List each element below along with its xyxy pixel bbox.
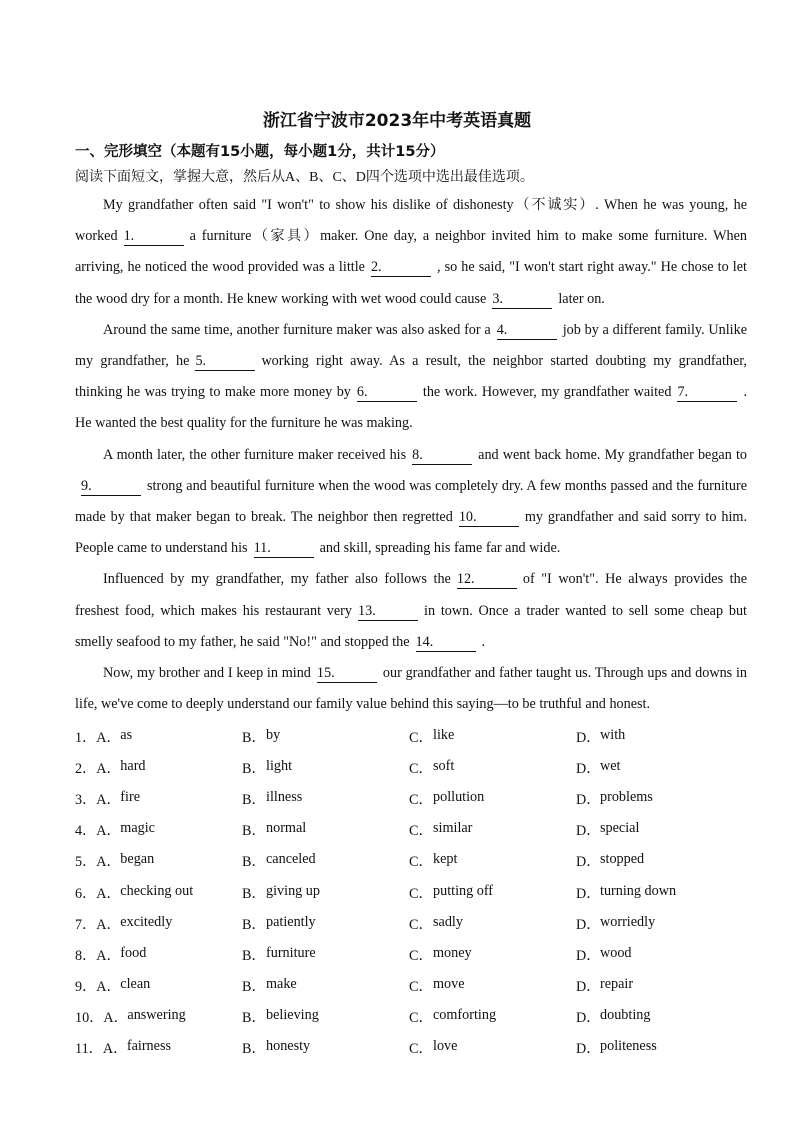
option-b (242, 727, 409, 747)
option-text: magic (120, 820, 155, 837)
option-a (75, 851, 242, 871)
option-letter: D． (576, 979, 601, 996)
option-text: normal (266, 820, 307, 837)
option-b (242, 1007, 409, 1027)
option-letter: A． (96, 947, 121, 964)
option-a (75, 727, 242, 747)
question-row (75, 877, 775, 908)
option-letter: D． (576, 947, 601, 964)
passage-text: job by a different family. Unlike my grandfather, he (75, 321, 747, 370)
option-letter: A． (96, 885, 121, 902)
question-row (75, 846, 775, 877)
option-text: furniture (266, 944, 316, 961)
option-text: fire (120, 788, 140, 805)
passage-text: Now, my brother and I keep in mind (103, 665, 311, 682)
option-letter: A． (96, 916, 121, 933)
option-letter: B． (242, 791, 266, 808)
blank-15: 15. (317, 665, 377, 683)
option-text: as (120, 726, 133, 743)
option-text: love (433, 1038, 458, 1055)
passage-text: My grandfather often said "I won't" to show his dislike of dishonesty（不诚实）. When he was young, he worked (75, 197, 747, 245)
option-text: pollution (433, 788, 485, 805)
question-number: 7． (75, 916, 97, 933)
option-b (242, 820, 409, 840)
option-d (576, 1007, 756, 1027)
question-number: 11． (75, 1041, 103, 1058)
option-text: sadly (433, 913, 463, 930)
option-letter: C． (409, 760, 433, 777)
option-text: illness (266, 788, 303, 805)
question-number: 4． (75, 823, 97, 840)
option-letter: C． (409, 916, 433, 933)
passage-text: of "I won't". He always provides the freshest food, which makes his restaurant very (75, 571, 747, 619)
passage-text: Influenced by my grandfather, my father also follows the (103, 571, 451, 588)
option-letter: B． (242, 760, 266, 777)
option-letter: D． (576, 1041, 601, 1058)
option-letter: D． (576, 791, 601, 808)
option-text: checking out (120, 882, 194, 899)
option-d (576, 727, 756, 747)
blank-10: 10. (459, 509, 519, 527)
option-text: food (120, 944, 147, 961)
passage-paragraph (75, 440, 747, 565)
option-text: with (600, 726, 626, 743)
option-text: repair (600, 976, 634, 993)
option-d (576, 1038, 756, 1058)
option-letter: C． (409, 1041, 433, 1058)
option-d (576, 976, 756, 996)
question-row (75, 939, 775, 970)
option-text: fairness (126, 1038, 171, 1055)
option-text: began (120, 851, 155, 868)
option-letter: D． (576, 854, 601, 871)
cloze-passage (75, 190, 747, 720)
option-text: money (433, 944, 472, 961)
blank-13: 13. (358, 603, 418, 621)
option-letter: B． (242, 885, 266, 902)
option-text: special (600, 820, 640, 837)
option-a (75, 1007, 242, 1027)
option-c (409, 945, 576, 965)
passage-paragraph (75, 190, 747, 315)
option-c (409, 976, 576, 996)
option-letter: C． (409, 979, 433, 996)
option-letter: B． (242, 854, 266, 871)
option-letter: C． (409, 791, 433, 808)
blank-4: 4. (497, 322, 557, 340)
option-c (409, 820, 576, 840)
option-a (75, 1038, 242, 1058)
option-d (576, 820, 756, 840)
option-letter: C． (409, 885, 433, 902)
option-c (409, 1007, 576, 1027)
blank-7: 7. (677, 384, 737, 402)
option-letter: A． (103, 1010, 128, 1027)
passage-text: the work. However, my grandfather waited (422, 384, 672, 401)
option-a (75, 758, 242, 778)
blank-1: 1. (124, 228, 184, 246)
option-a (75, 883, 242, 903)
question-row (75, 1002, 775, 1033)
option-letter: C． (409, 1010, 433, 1027)
options-list (75, 721, 775, 1064)
option-letter: A． (96, 760, 121, 777)
question-row (75, 815, 775, 846)
passage-text: working right away. As a result, the neighbor started doubting my grandfather, thinking he was trying to make more money by (75, 353, 747, 401)
option-letter: C． (409, 823, 433, 840)
option-text: move (433, 976, 465, 993)
passage-text: a furniture（家具）maker. One day, a neighbor invited him to make some furniture. When arriving, he noticed the wood provided was a little (75, 228, 747, 276)
option-text: light (266, 757, 293, 774)
passage-text: A month later, the other furniture maker received his (103, 446, 407, 463)
passage-text: , so he said, "I won't start right away." He chose to let the wood dry for a month. He knew working with wet wood could cause (75, 259, 747, 307)
blank-12: 12. (457, 571, 517, 589)
blank-2: 2. (371, 259, 431, 277)
option-letter: D． (576, 1010, 601, 1027)
blank-11: 11. (254, 540, 314, 558)
option-text: clean (120, 976, 151, 993)
option-letter: A． (96, 854, 121, 871)
option-text: similar (433, 820, 473, 837)
option-letter: A． (102, 1041, 128, 1058)
option-text: turning down (600, 882, 677, 899)
option-letter: A． (96, 791, 121, 808)
question-row (75, 1033, 775, 1064)
passage-text: our grandfather and father taught us. Through ups and downs in life, we've come to deeply understand our family value behind this saying—to be truthful and honest. (75, 665, 747, 713)
option-letter: B． (242, 729, 266, 746)
page-title: 浙江省宁波市2023年中考英语真题 (262, 111, 532, 131)
blank-9: 9. (81, 478, 141, 496)
option-letter: D． (576, 729, 601, 746)
option-text: believing (266, 1007, 319, 1024)
option-text: by (266, 726, 281, 743)
option-b (242, 945, 409, 965)
instruction-text: 阅读下面短文，掌握大意，然后从A、B、C、D四个选项中选出最佳选项。 (75, 170, 534, 185)
option-b (242, 758, 409, 778)
option-b (242, 914, 409, 934)
question-row (75, 908, 775, 939)
option-c (409, 914, 576, 934)
option-text: soft (433, 757, 455, 774)
option-letter: A． (96, 729, 121, 746)
option-b (242, 789, 409, 809)
question-number: 5． (75, 854, 97, 871)
question-number: 1． (75, 729, 97, 746)
option-letter: B． (242, 947, 266, 964)
option-c (409, 727, 576, 747)
option-c (409, 1038, 576, 1058)
blank-14: 14. (416, 634, 476, 652)
option-b (242, 851, 409, 871)
option-text: stopped (600, 851, 645, 868)
option-text: excitedly (120, 913, 173, 930)
option-b (242, 883, 409, 903)
blank-3: 3. (492, 291, 552, 309)
option-a (75, 914, 242, 934)
option-d (576, 789, 756, 809)
passage-text: my grandfather and said sorry to him. People came to understand his (75, 509, 747, 557)
option-letter: D． (576, 823, 601, 840)
option-d (576, 945, 756, 965)
option-text: kept (433, 851, 458, 868)
option-text: patiently (266, 913, 316, 930)
option-text: like (433, 726, 455, 743)
option-text: canceled (266, 851, 316, 868)
option-d (576, 851, 756, 871)
option-text: comforting (433, 1007, 497, 1024)
option-letter: B． (242, 979, 266, 996)
question-number: 3． (75, 791, 97, 808)
option-text: problems (600, 788, 653, 805)
option-d (576, 914, 756, 934)
option-a (75, 820, 242, 840)
passage-text: . (481, 633, 486, 650)
passage-text: and skill, spreading his fame far and wide. (319, 540, 561, 557)
passage-paragraph (75, 564, 747, 658)
option-letter: B． (242, 823, 266, 840)
option-text: hard (120, 757, 146, 774)
passage-text: later on. (558, 290, 605, 307)
option-text: politeness (600, 1038, 657, 1055)
option-text: wet (600, 757, 621, 774)
question-row (75, 721, 775, 752)
option-c (409, 851, 576, 871)
option-text: wood (600, 944, 632, 961)
option-b (242, 976, 409, 996)
passage-text: and went back home. My grandfather began to (478, 446, 747, 463)
option-letter: B． (242, 1010, 266, 1027)
option-letter: A． (96, 979, 121, 996)
passage-text: in town. Once a trader wanted to sell some cheap but smelly seafood to my father, he said "No!" and stopped the (75, 602, 747, 650)
option-c (409, 789, 576, 809)
passage-text: Around the same time, another furniture maker was also asked for a (103, 321, 491, 338)
section-heading: 一、完形填空（本题有15小题，每小题1分，共计15分） (75, 144, 445, 160)
passage-text: . He wanted the best quality for the furniture he was making. (75, 384, 747, 432)
question-number: 10． (75, 1010, 104, 1027)
option-text: giving up (266, 882, 320, 899)
option-text: putting off (433, 882, 494, 899)
option-letter: D． (576, 916, 601, 933)
question-number: 8． (75, 947, 97, 964)
option-c (409, 758, 576, 778)
option-a (75, 789, 242, 809)
option-letter: C． (409, 947, 433, 964)
question-row (75, 971, 775, 1002)
option-text: answering (127, 1007, 186, 1024)
question-number: 9． (75, 979, 97, 996)
question-number: 6． (75, 885, 97, 902)
passage-paragraph (75, 658, 747, 720)
blank-5: 5. (195, 353, 255, 371)
option-text: doubting (600, 1007, 651, 1024)
option-b (242, 1038, 409, 1058)
option-a (75, 976, 242, 996)
option-a (75, 945, 242, 965)
option-letter: C． (409, 854, 433, 871)
passage-paragraph (75, 315, 747, 440)
question-number: 2． (75, 760, 97, 777)
question-row (75, 752, 775, 783)
option-c (409, 883, 576, 903)
option-letter: C． (409, 729, 433, 746)
option-d (576, 883, 756, 903)
option-text: honesty (266, 1038, 311, 1055)
option-text: worriedly (600, 913, 656, 930)
option-letter: B． (242, 916, 266, 933)
passage-text: strong and beautiful furniture when the wood was completely dry. A few months passed and the furniture made by that maker began to break. The neighbor then regretted (75, 477, 747, 526)
option-d (576, 758, 756, 778)
question-row (75, 783, 775, 814)
option-letter: A． (96, 823, 121, 840)
option-text: make (266, 976, 297, 993)
option-letter: B． (242, 1041, 266, 1058)
blank-6: 6. (357, 384, 417, 402)
option-letter: D． (576, 760, 601, 777)
option-letter: D． (576, 885, 601, 902)
blank-8: 8. (412, 447, 472, 465)
